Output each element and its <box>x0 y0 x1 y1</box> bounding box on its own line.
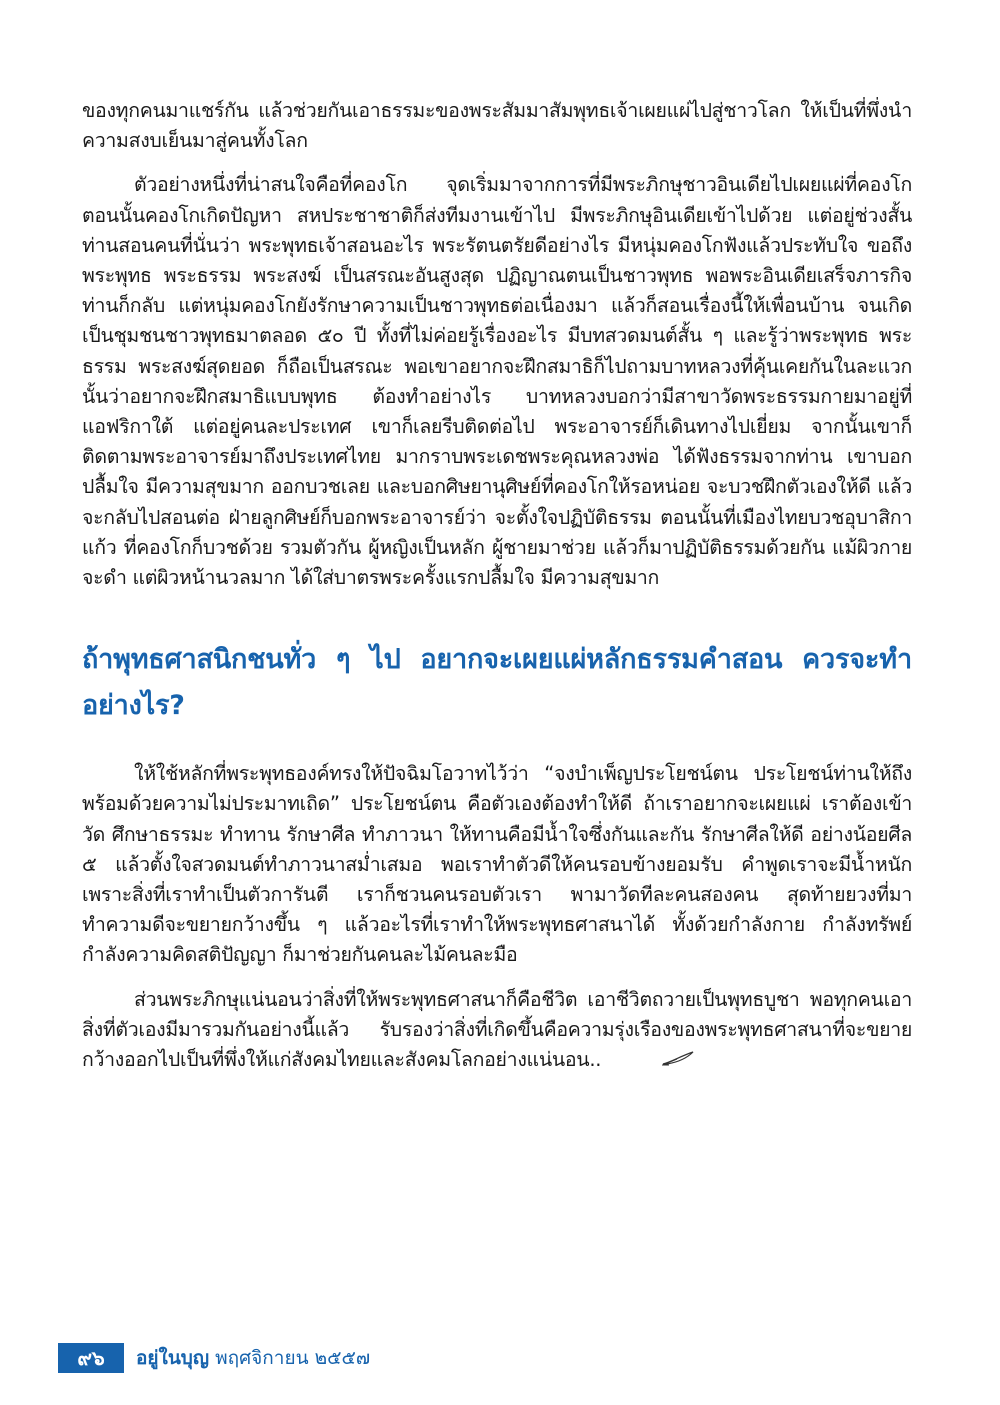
paragraph-monks <box>82 985 912 1076</box>
page-number: ๙๖ <box>77 1346 105 1370</box>
issue-date: พฤศจิกายน ๒๕๕๗ <box>215 1347 371 1369</box>
page-footer <box>58 1343 370 1373</box>
page-number-badge <box>58 1343 124 1373</box>
magazine-name: อยู่ในบุญ <box>136 1347 210 1369</box>
paragraph-monks-text: ส่วนพระภิกษุแน่นอนว่าสิ่งที่ให้พระพุทธศาสนาก็คือชีวิต เอาชีวิตถวายเป็นพุทธบูชา พอทุกคนเอาสิ่งที่ตัวเองมีมารวมกันอย่างนี้แล้ว รับรองว่าสิ่งที่เกิดขึ้นคือความรุ่งเรืองของพระพุทธศาสนาที่จะขยายกว้างออกไปเป็นที่พึ่งให้แก่สังคมไทยและสังคมโลกอย่างแน่นอน.. <box>82 987 912 1072</box>
quill-pen-icon <box>609 1045 695 1075</box>
article-body <box>82 96 912 1090</box>
paragraph-continued: ของทุกคนมาแชร์กัน แล้วช่วยกันเอาธรรมะของพระสัมมาสัมพุทธเจ้าเผยแผ่ไปสู่ชาวโลก ให้เป็นที่พึ่งนำความสงบเย็นมาสู่คนทั้งโลก <box>82 99 912 153</box>
paragraph-laypeople: ให้ใช้หลักที่พระพุทธองค์ทรงให้ปัจฉิมโอวาทไว้ว่า “จงบำเพ็ญประโยชน์ตน ประโยชน์ท่านให้ถึงพร้อมด้วยความไม่ประมาทเถิด” ประโยชน์ตน คือตัวเองต้องทำให้ดี ถ้าเราอยากจะเผยแผ่ เราต้องเข้าวัด ศึกษาธรรมะ ทำทาน รักษาศีล ทำภาวนา ให้ทานคือมีน้ำใจซึ่งกันและกัน รักษาศีลให้ดี อย่างน้อยศีล ๕ แล้วตั้งใจสวดมนต์ทำภาวนาสม่ำเสมอ พอเราทำตัวดีให้คนรอบข้างยอมรับ คำพูดเราจะมีน้ำหนัก เพราะสิ่งที่เราทำเป็นตัวการันตี เราก็ชวนคนรอบตัวเรา พามาวัดทีละคนสองคน สุดท้ายยวงที่มาทำความดีจะขยายกว้างขึ้น ๆ แล้วอะไรที่เราทำให้พระพุทธศาสนาได้ ทั้งด้วยกำลังกาย กำลังทรัพย์ กำลังความคิดสติปัญญา ก็มาช่วยกันคนละไม้คนละมือ <box>82 762 912 967</box>
section-heading: ถ้าพุทธศาสนิกชนทั่ว ๆ ไป อยากจะเผยแผ่หลักธรรมคำสอน ควรจะทำอย่างไร? <box>82 644 912 722</box>
paragraph-congo-example: ตัวอย่างหนึ่งที่น่าสนใจคือที่คองโก จุดเริ่มมาจากการที่มีพระภิกษุชาวอินเดียไปเผยแผ่ที่คองโก ตอนนั้นคองโกเกิดปัญหา สหประชาชาติก็ส่งทีมงานเข้าไป มีพระภิกษุอินเดียเข้าไปด้วย แต่อยู่ช่วงสั้น ท่านสอนคนที่นั่นว่า พระพุทธเจ้าสอนอะไร พระรัตนตรัยดีอย่างไร มีหนุ่มคองโกฟังแล้วประทับใจ ขอถึงพระพุทธ พระธรรม พระสงฆ์ เป็นสรณะอันสูงสุด ปฏิญาณตนเป็นชาวพุทธ พอพระอินเดียเสร็จภารกิจ ท่านก็กลับ แต่หนุ่มคองโกยังรักษาความเป็นชาวพุทธต่อเนื่องมา แล้วก็สอนเรื่องนี้ให้เพื่อนบ้าน จนเกิดเป็นชุมชนชาวพุทธมาตลอด ๕๐ ปี ทั้งที่ไม่ค่อยรู้เรื่องอะไร มีบทสวดมนต์สั้น ๆ และรู้ว่าพระพุทธ พระธรรม พระสงฆ์สุดยอด ก็ถือเป็นสรณะ พอเขาอยากจะฝึกสมาธิก็ไปถามบาทหลวงที่คุ้นเคยกันในละแวกนั้นว่าอยากจะฝึกสมาธิแบบพุทธ ต้องทำอย่างไร บาทหลวงบอกว่ามีสาขาวัดพระธรรมกายมาอยู่ที่แอฟริกาใต้ แต่อยู่คนละประเทศ เขาก็เลยรีบติดต่อไป พระอาจารย์ก็เดินทางไปเยี่ยม จากนั้นเขาก็ติดตามพระอาจารย์มาถึงประเทศไทย มากราบพระเดชพระคุณหลวงพ่อ ได้ฟังธรรมจากท่าน เขาบอกปลื้มใจ มีความสุขมาก ออกบวชเลย และบอกศิษยานุศิษย์ที่คองโกให้รอหน่อย จะบวชฝึกตัวเองให้ดี แล้วจะกลับไปสอนต่อ ฝ่ายลูกศิษย์ก็บอกพระอาจารย์ว่า จะตั้งใจปฏิบัติธรรม ตอนนั้นที่เมืองไทยบวชอุบาสิกาแก้ว ที่คองโกก็บวชด้วย รวมตัวกัน ผู้หญิงเป็นหลัก ผู้ชายมาช่วย แล้วก็มาปฏิบัติธรรมด้วยกัน แม้ผิวกายจะดำ แต่ผิวหน้านวลมาก ได้ใส่บาตรพระครั้งแรกปลื้มใจ มีความสุขมาก <box>82 173 912 590</box>
